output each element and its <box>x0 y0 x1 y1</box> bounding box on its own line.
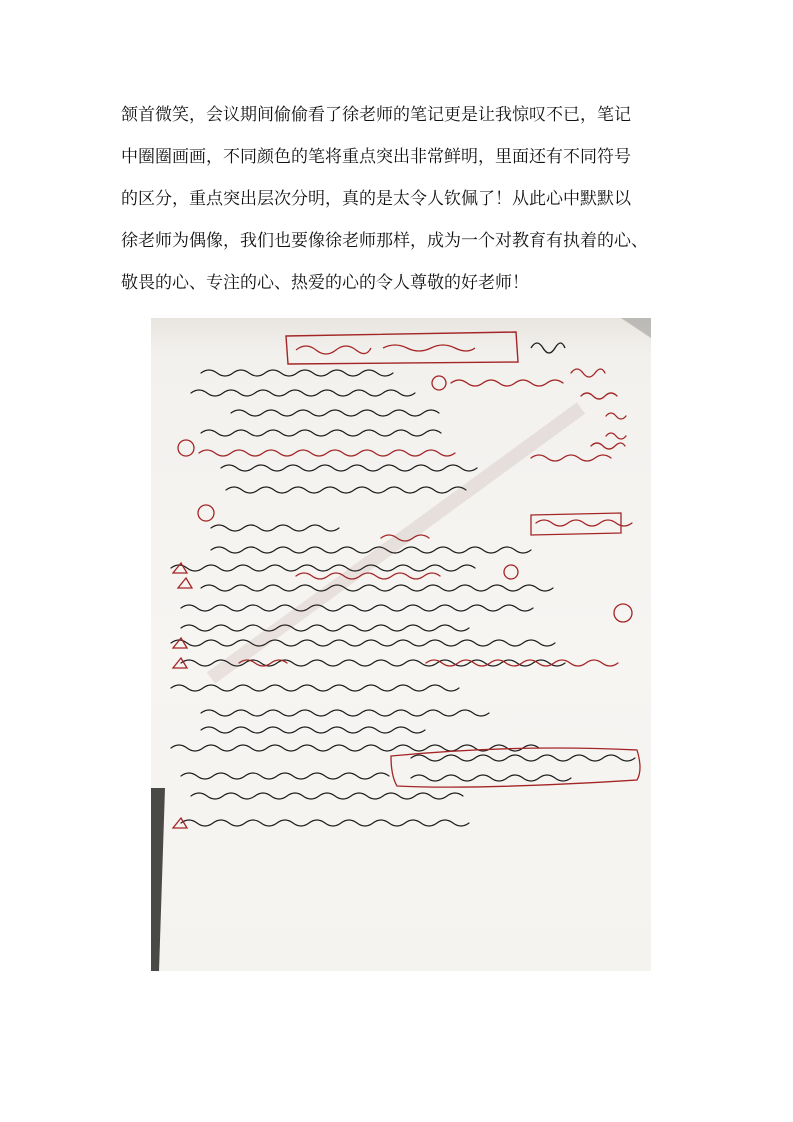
body-paragraph <box>121 94 681 304</box>
paragraph-line: 中圈圈画画，不同颜色的笔将重点突出非常鲜明，里面还有不同符号 <box>121 147 631 167</box>
paragraph-line: 颔首微笑，会议期间偷偷看了徐老师的笔记更是让我惊叹不已，笔记 <box>121 105 631 125</box>
paragraph-line: 的区分，重点突出层次分明，真的是太令人钦佩了！从此心中默默以 <box>121 189 631 209</box>
paragraph-line: 徐老师为偶像，我们也要像徐老师那样，成为一个对教育有执着的心、 <box>121 231 648 251</box>
paragraph-line: 敬畏的心、专注的心、热爱的心的令人尊敬的好老师！ <box>121 273 529 293</box>
handwriting-strokes <box>151 318 651 971</box>
handwritten-notes-photo <box>151 318 651 971</box>
